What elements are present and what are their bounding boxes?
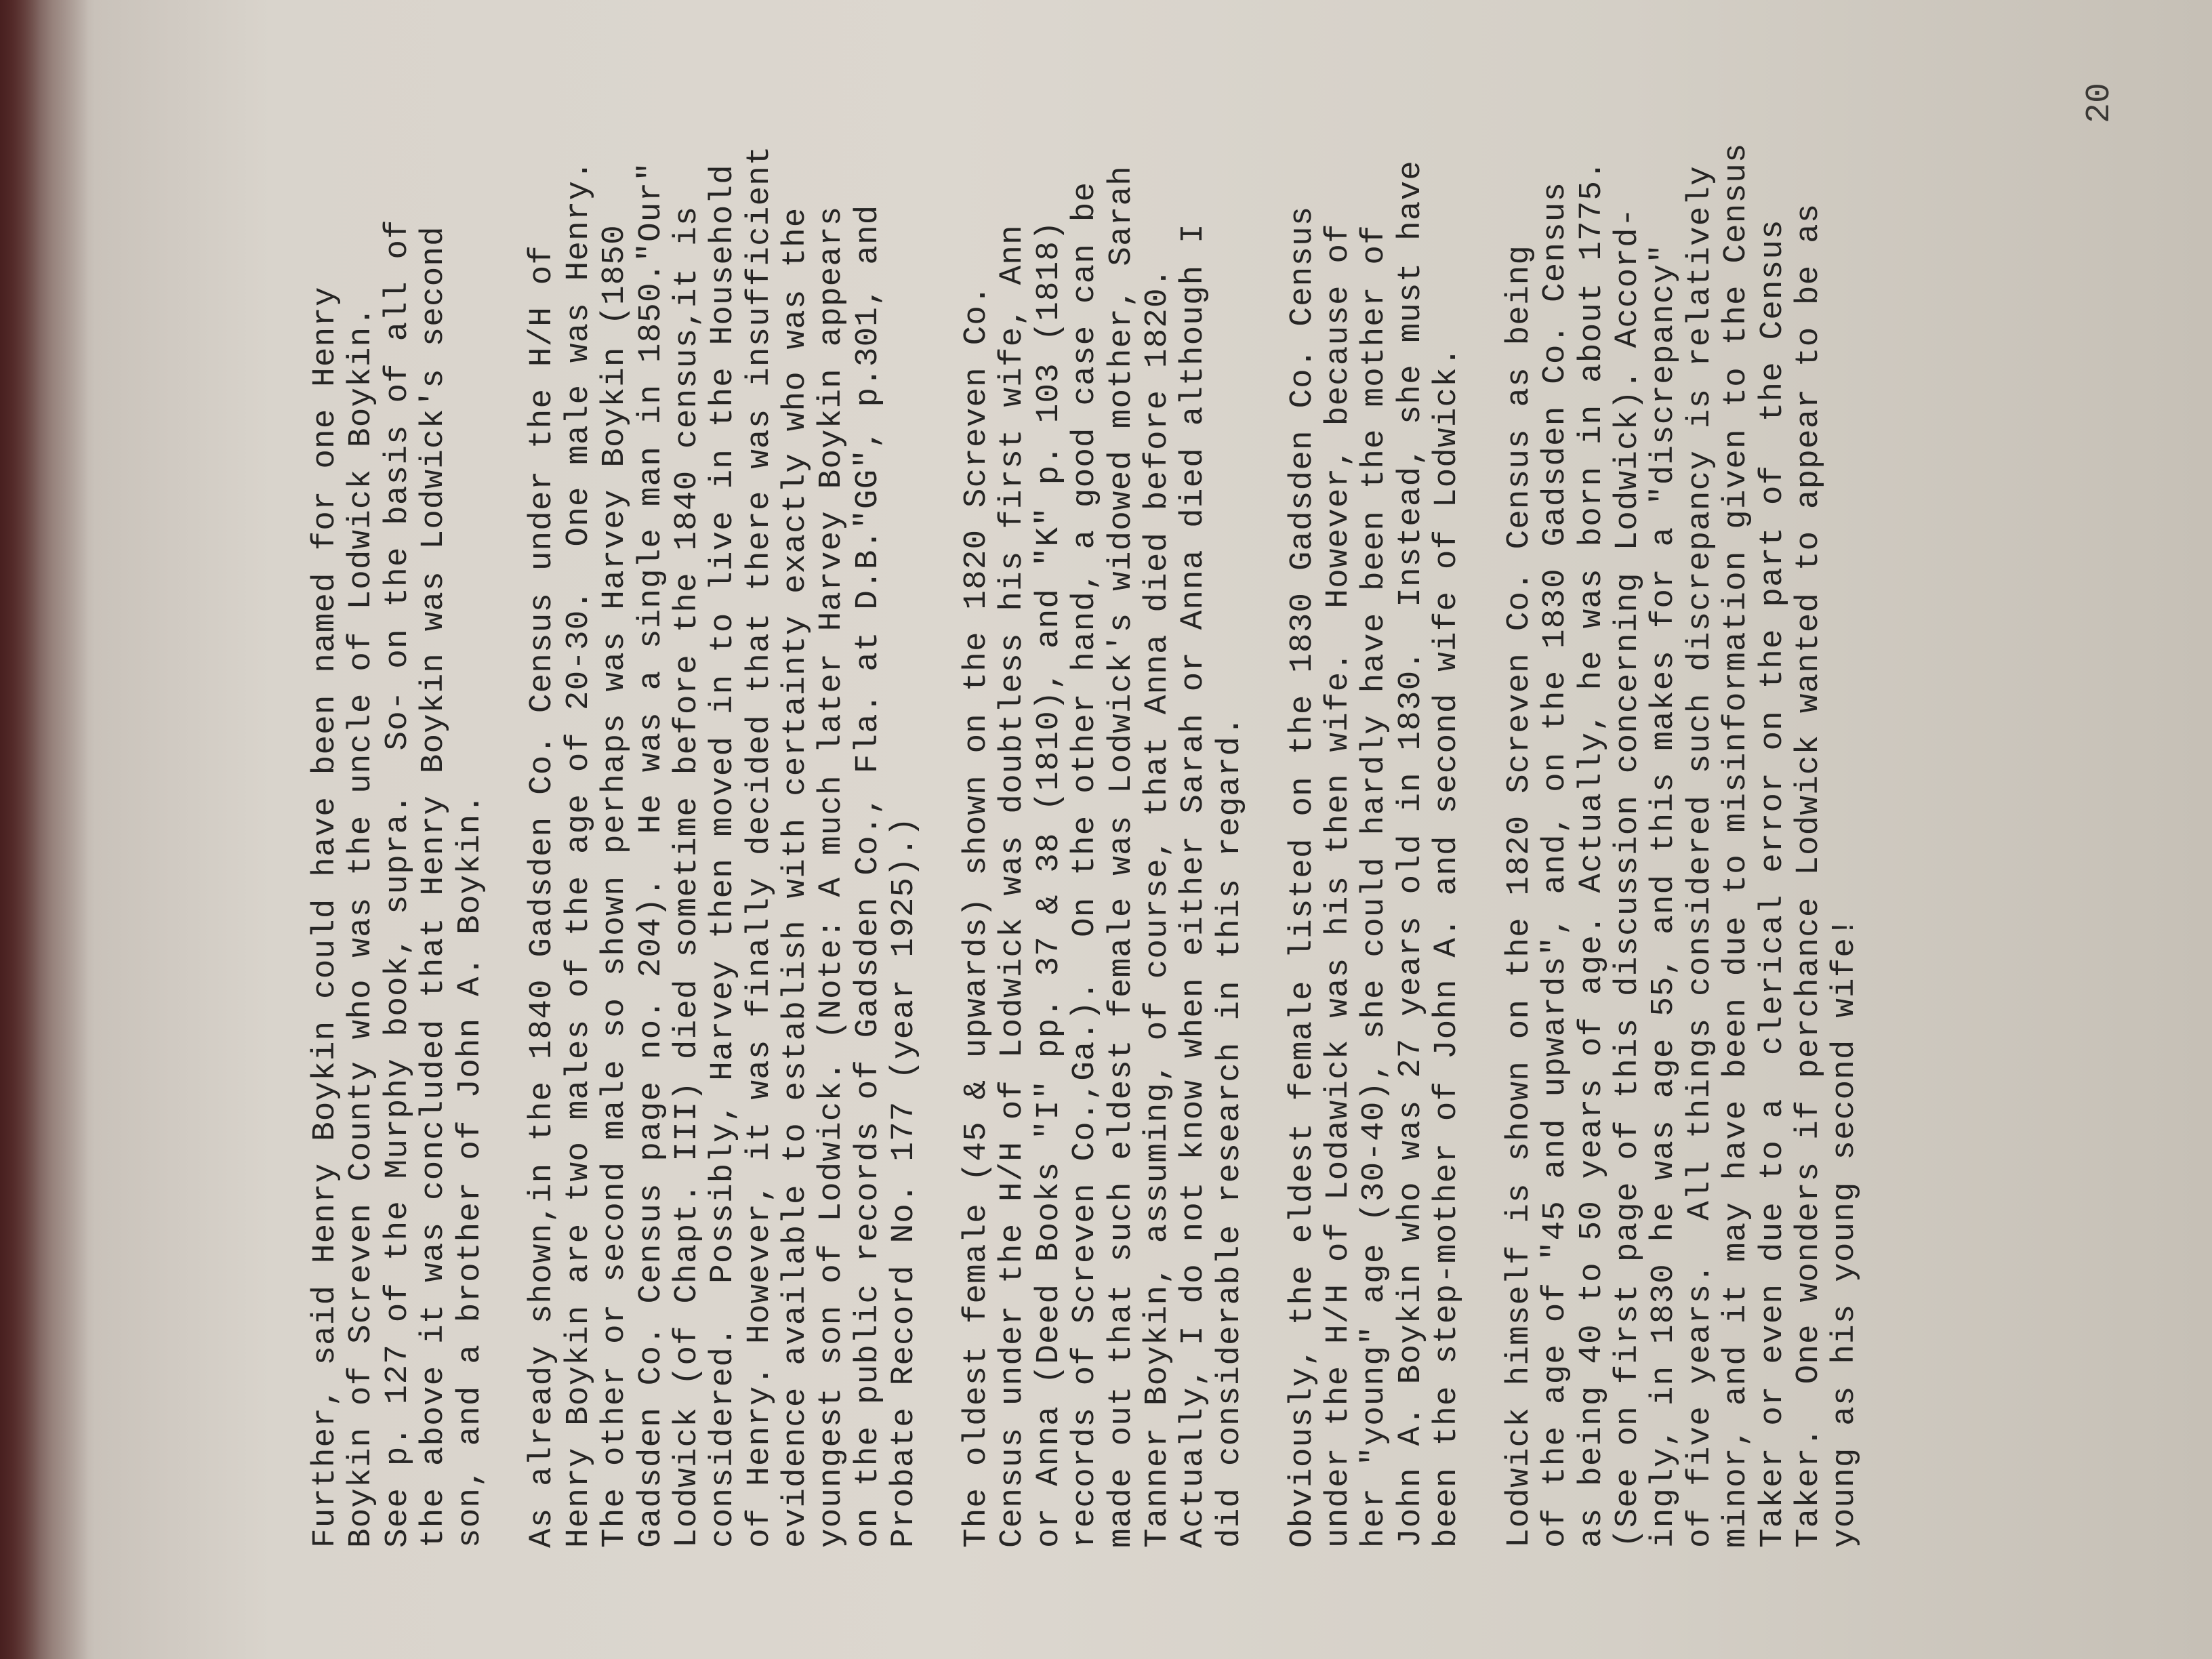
- text-line: (See on first page of this discussion concerning Lodwick). Accord-: [1610, 207, 1647, 1548]
- paragraph-oldest-female-1820: [958, 165, 1248, 1548]
- text-line: The other or second male so shown perhaps was Harvey Boykin (1850: [596, 224, 634, 1548]
- text-line: ingly, in 1830 he was age 55, and this makes for a "discrepancy": [1645, 243, 1683, 1548]
- text-line: Gadsden Co. Census page no. 204). He was a single man in 1850."Our": [632, 161, 670, 1548]
- text-line: Taker or even due to a clerical error on the part of the Census: [1754, 219, 1791, 1548]
- text-line: the above it was concluded that Henry Boykin was Lodwick's second: [415, 226, 453, 1548]
- text-line: son, and a brother of John A. Boykin.: [451, 793, 489, 1548]
- text-line: considered. Possibly, Harvey then moved in to live in the Household: [705, 164, 742, 1548]
- text-line: Further, said Henry Boykin could have been named for one Henry: [307, 286, 344, 1548]
- text-line: or Anna (Deed Books "I" pp. 37 & 38 (1810), and "K" p. 103 (1818): [1030, 220, 1067, 1548]
- paragraph-lodwick-age: [1500, 142, 1864, 1548]
- text-line: Lodwick (of Chapt. III) died sometime before the 1840 census,it is: [668, 205, 705, 1548]
- typed-text-body: [307, 142, 1866, 1548]
- text-line: minor, and it may have been due to misinformation given to the Census: [1718, 142, 1755, 1548]
- text-line: records of Screven Co.,Ga.). On the other hand, a good case can be: [1067, 181, 1104, 1548]
- text-line: Census under the H/H of Lodwick was doubtless his first wife, Ann: [994, 224, 1031, 1548]
- text-line: Tanner Boykin, assuming, of course, that Anna died before 1820.: [1139, 267, 1176, 1548]
- text-line: Taker. One wonders if perchance Lodwick wanted to appear to be as: [1790, 203, 1828, 1548]
- text-line: The oldest female (45 & upwards) shown on the 1820 Screven Co.: [958, 285, 996, 1548]
- text-line: youngest son of Lodwick. (Note: A much later Harvey Boykin appears: [813, 205, 851, 1548]
- page-number: 20: [2081, 83, 2119, 124]
- paragraph-henry-boykin-naming: [308, 179, 489, 1548]
- text-line: Lodwick himself is shown on the 1820 Screven Co. Census as being: [1500, 244, 1538, 1548]
- paragraph-eldest-female-1830: [1284, 160, 1466, 1548]
- text-line: made out that such eldest female was Lodwick's widowed mother, Sarah: [1103, 165, 1140, 1548]
- text-line: did considerable research in this regard.: [1211, 716, 1248, 1548]
- text-line: Obviously, the eldest female listed on the 1830 Gadsden Co. Census: [1284, 205, 1321, 1548]
- text-line: been the step-mother of John A. and second wife of Lodwick.: [1429, 346, 1466, 1548]
- text-line: under the H/H of Lodawick was his then wife. However, because of: [1319, 223, 1357, 1548]
- text-line: young as his young second wife!: [1826, 917, 1864, 1548]
- text-line: of the age of "45 and upwards", and, on the 1830 Gadsden Co. Census: [1537, 181, 1574, 1548]
- text-line: See p. 127 of the Murphy book, supra. So- on the basis of all of: [379, 219, 416, 1548]
- text-line: Henry Boykin are two males of the age of 20-30. One male was Henry.: [560, 160, 597, 1548]
- text-line: on the public records of Gadsden Co., Fla. at D.B."GG", p.301, and: [849, 204, 886, 1548]
- text-line: of Henry. However, it was finally decided that there was insufficient: [741, 145, 778, 1548]
- text-line: Probate Record No. 177 (year 1925).): [886, 816, 923, 1548]
- binding-shadow: [0, 0, 88, 1659]
- paragraph-1840-census: [524, 145, 923, 1548]
- text-line: her "young" age (30-40), she could hardly have been the mother of: [1356, 224, 1393, 1548]
- text-line: as being 40 to 50 years of age. Actually, he was born in about 1775.: [1573, 160, 1610, 1548]
- text-line: of five years. All things considered such discrepancy is relatively: [1681, 165, 1719, 1548]
- text-line: Boykin of Screven County who was the uncle of Lodwick Boykin.: [343, 306, 380, 1548]
- text-line: John A. Boykin who was 27 years old in 1830. Instead, she must have: [1392, 160, 1429, 1548]
- text-line: As already shown,in the 1840 Gadsden Co. Census under the H/H of: [524, 244, 561, 1548]
- text-line: evidence available to establish with certainty exactly who was the: [777, 207, 815, 1548]
- text-line: Actually, I do not know when either Sarah or Anna died although I: [1175, 223, 1212, 1548]
